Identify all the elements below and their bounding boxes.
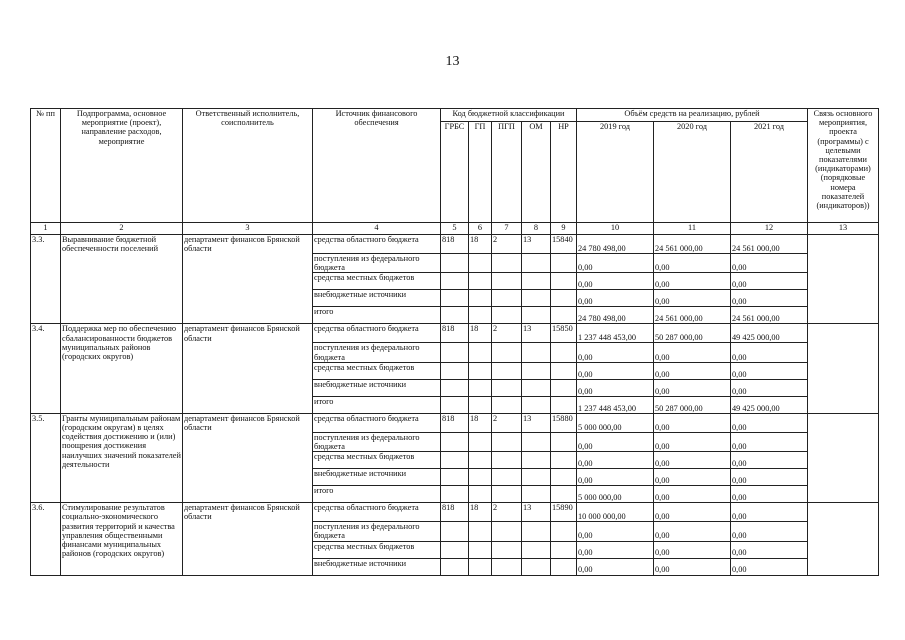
code-nr <box>551 541 577 558</box>
funding-source: внебюджетные источники <box>313 379 441 396</box>
amount-2020: 0,00 <box>654 486 731 503</box>
code-grbs <box>441 541 469 558</box>
amount-2020: 24 561 000,00 <box>654 307 731 324</box>
code-gp <box>469 452 492 469</box>
indicator-link <box>808 413 879 502</box>
code-om <box>522 362 551 379</box>
amount-2021: 0,00 <box>731 362 808 379</box>
item-executor: департамент финансов Брянской области <box>183 235 313 324</box>
code-nr: 15850 <box>551 324 577 343</box>
code-nr <box>551 396 577 413</box>
code-om <box>522 452 551 469</box>
code-nr <box>551 362 577 379</box>
amount-2021: 0,00 <box>731 486 808 503</box>
funding-source: средства местных бюджетов <box>313 541 441 558</box>
header-indicator-link: Связь основного мероприятия, проекта (программы) с целевыми показателями (индикаторами) (порядковые номера показателей (индикаторов)) <box>808 109 879 223</box>
code-grbs <box>441 396 469 413</box>
code-om: 13 <box>522 413 551 432</box>
code-grbs <box>441 469 469 486</box>
amount-2021: 0,00 <box>731 452 808 469</box>
code-grbs <box>441 379 469 396</box>
amount-2019: 1 237 448 453,00 <box>577 324 654 343</box>
header-gp: ГП <box>469 122 492 223</box>
header-grbs: ГРБС <box>441 122 469 223</box>
code-pgp <box>492 307 522 324</box>
column-number: 13 <box>808 223 879 235</box>
code-om <box>522 396 551 413</box>
code-pgp <box>492 290 522 307</box>
code-gp: 18 <box>469 503 492 522</box>
indicator-link <box>808 235 879 324</box>
code-gp <box>469 307 492 324</box>
header-om: ОМ <box>522 122 551 223</box>
code-om <box>522 290 551 307</box>
amount-2020: 0,00 <box>654 343 731 362</box>
amount-2019: 0,00 <box>577 558 654 575</box>
funding-source: средства областного бюджета <box>313 503 441 522</box>
indicator-link <box>808 503 879 575</box>
amount-2021: 0,00 <box>731 541 808 558</box>
amount-2020: 0,00 <box>654 254 731 273</box>
amount-2021: 0,00 <box>731 343 808 362</box>
code-gp <box>469 396 492 413</box>
column-number-row <box>31 223 879 235</box>
code-om: 13 <box>522 324 551 343</box>
code-grbs <box>441 273 469 290</box>
indicator-link <box>808 324 879 413</box>
code-pgp: 2 <box>492 324 522 343</box>
amount-2019: 5 000 000,00 <box>577 413 654 432</box>
code-pgp <box>492 343 522 362</box>
code-nr <box>551 307 577 324</box>
funding-source: поступления из федерального бюджета <box>313 432 441 451</box>
funding-source: средства местных бюджетов <box>313 362 441 379</box>
header-pgp: ПГП <box>492 122 522 223</box>
code-gp <box>469 469 492 486</box>
table-body <box>31 235 879 576</box>
code-grbs <box>441 452 469 469</box>
code-om <box>522 343 551 362</box>
code-pgp <box>492 379 522 396</box>
code-gp <box>469 522 492 541</box>
code-om: 13 <box>522 235 551 254</box>
funding-source: поступления из федерального бюджета <box>313 254 441 273</box>
funding-source: внебюджетные источники <box>313 290 441 307</box>
code-gp: 18 <box>469 235 492 254</box>
code-om <box>522 273 551 290</box>
code-gp <box>469 343 492 362</box>
funding-source: итого <box>313 307 441 324</box>
code-pgp <box>492 273 522 290</box>
amount-2019: 0,00 <box>577 522 654 541</box>
column-number: 2 <box>61 223 183 235</box>
header-nr: НР <box>551 122 577 223</box>
code-grbs <box>441 362 469 379</box>
code-pgp <box>492 396 522 413</box>
funding-source: итого <box>313 486 441 503</box>
amount-2020: 50 287 000,00 <box>654 396 731 413</box>
amount-2019: 0,00 <box>577 273 654 290</box>
code-om <box>522 469 551 486</box>
amount-2019: 10 000 000,00 <box>577 503 654 522</box>
header-budget-classification: Код бюджетной классификации <box>441 109 577 122</box>
column-number: 11 <box>654 223 731 235</box>
code-pgp <box>492 362 522 379</box>
item-number: 3.3. <box>31 235 61 324</box>
funding-source: средства областного бюджета <box>313 235 441 254</box>
item-number: 3.4. <box>31 324 61 413</box>
item-title: Стимулирование результатов социально-экономического развития территорий и качества управления общественными финансами муниципальных районов (городских округов) <box>61 503 183 575</box>
item-title: Поддержка мер по обеспечению сбалансированности бюджетов муниципальных районов (городских округов) <box>61 324 183 413</box>
header-num: № пп <box>31 109 61 223</box>
code-om <box>522 522 551 541</box>
amount-2020: 0,00 <box>654 379 731 396</box>
header-program: Подпрограмма, основное мероприятие (проект), направление расходов, мероприятие <box>61 109 183 223</box>
funding-source: средства местных бюджетов <box>313 452 441 469</box>
code-gp <box>469 362 492 379</box>
item-executor: департамент финансов Брянской области <box>183 503 313 575</box>
amount-2019: 24 780 498,00 <box>577 307 654 324</box>
code-grbs: 818 <box>441 324 469 343</box>
code-nr <box>551 522 577 541</box>
code-om <box>522 541 551 558</box>
funding-source: внебюджетные источники <box>313 558 441 575</box>
amount-2021: 0,00 <box>731 290 808 307</box>
item-number: 3.5. <box>31 413 61 502</box>
code-pgp: 2 <box>492 413 522 432</box>
code-grbs <box>441 432 469 451</box>
item-executor: департамент финансов Брянской области <box>183 324 313 413</box>
code-nr <box>551 558 577 575</box>
code-nr <box>551 290 577 307</box>
amount-2021: 0,00 <box>731 254 808 273</box>
code-grbs <box>441 290 469 307</box>
amount-2020: 0,00 <box>654 362 731 379</box>
code-nr <box>551 452 577 469</box>
amount-2019: 0,00 <box>577 254 654 273</box>
funding-source: средства областного бюджета <box>313 324 441 343</box>
funding-source: поступления из федерального бюджета <box>313 343 441 362</box>
funding-source: средства областного бюджета <box>313 413 441 432</box>
budget-table <box>30 108 879 576</box>
column-number: 1 <box>31 223 61 235</box>
table-row <box>31 413 879 432</box>
code-gp <box>469 379 492 396</box>
funding-source: итого <box>313 396 441 413</box>
code-gp <box>469 432 492 451</box>
amount-2019: 5 000 000,00 <box>577 486 654 503</box>
funding-source: поступления из федерального бюджета <box>313 522 441 541</box>
code-gp <box>469 486 492 503</box>
table-row <box>31 324 879 343</box>
code-pgp <box>492 254 522 273</box>
code-om <box>522 486 551 503</box>
code-om <box>522 379 551 396</box>
header-executor: Ответственный исполнитель, соисполнитель <box>183 109 313 223</box>
column-number: 7 <box>492 223 522 235</box>
amount-2020: 0,00 <box>654 503 731 522</box>
code-gp <box>469 254 492 273</box>
amount-2019: 0,00 <box>577 362 654 379</box>
code-grbs <box>441 307 469 324</box>
code-grbs: 818 <box>441 413 469 432</box>
code-grbs <box>441 522 469 541</box>
code-pgp <box>492 469 522 486</box>
column-number: 9 <box>551 223 577 235</box>
code-nr: 15880 <box>551 413 577 432</box>
code-gp <box>469 290 492 307</box>
code-nr: 15890 <box>551 503 577 522</box>
funding-source: средства местных бюджетов <box>313 273 441 290</box>
amount-2021: 0,00 <box>731 558 808 575</box>
amount-2021: 0,00 <box>731 413 808 432</box>
amount-2020: 0,00 <box>654 432 731 451</box>
amount-2021: 0,00 <box>731 432 808 451</box>
column-number: 3 <box>183 223 313 235</box>
item-title: Гранты муниципальным районам (городским округам) в целях содействия достижению и (или) поощрения достижения наилучших значений показателей деятельности <box>61 413 183 502</box>
amount-2021: 0,00 <box>731 522 808 541</box>
amount-2019: 0,00 <box>577 452 654 469</box>
amount-2020: 0,00 <box>654 469 731 486</box>
amount-2021: 49 425 000,00 <box>731 396 808 413</box>
column-number: 4 <box>313 223 441 235</box>
amount-2019: 1 237 448 453,00 <box>577 396 654 413</box>
column-number: 8 <box>522 223 551 235</box>
page-number: 13 <box>445 54 460 69</box>
code-gp: 18 <box>469 324 492 343</box>
code-gp <box>469 558 492 575</box>
item-title: Выравнивание бюджетной обеспеченности поселений <box>61 235 183 324</box>
code-grbs <box>441 343 469 362</box>
amount-2019: 24 780 498,00 <box>577 235 654 254</box>
code-pgp <box>492 541 522 558</box>
code-nr <box>551 254 577 273</box>
amount-2021: 24 561 000,00 <box>731 307 808 324</box>
header-year-2020: 2020 год <box>654 122 731 223</box>
amount-2020: 0,00 <box>654 558 731 575</box>
code-grbs <box>441 486 469 503</box>
amount-2020: 50 287 000,00 <box>654 324 731 343</box>
code-nr <box>551 432 577 451</box>
code-gp <box>469 273 492 290</box>
code-gp: 18 <box>469 413 492 432</box>
header-volume: Объём средств на реализацию, рублей <box>577 109 808 122</box>
code-pgp <box>492 432 522 451</box>
header-source: Источник финансового обеспечения <box>313 109 441 223</box>
code-om: 13 <box>522 503 551 522</box>
column-number: 5 <box>441 223 469 235</box>
amount-2021: 0,00 <box>731 273 808 290</box>
code-om <box>522 254 551 273</box>
table-row <box>31 235 879 254</box>
code-pgp <box>492 486 522 503</box>
code-grbs <box>441 254 469 273</box>
code-nr <box>551 273 577 290</box>
amount-2021: 0,00 <box>731 469 808 486</box>
amount-2021: 0,00 <box>731 503 808 522</box>
amount-2019: 0,00 <box>577 432 654 451</box>
funding-source: внебюджетные источники <box>313 469 441 486</box>
code-nr <box>551 486 577 503</box>
code-nr <box>551 343 577 362</box>
code-nr <box>551 379 577 396</box>
column-number: 10 <box>577 223 654 235</box>
table-row <box>31 503 879 522</box>
header-year-2021: 2021 год <box>731 122 808 223</box>
amount-2019: 0,00 <box>577 469 654 486</box>
code-om <box>522 558 551 575</box>
code-pgp <box>492 452 522 469</box>
amount-2020: 0,00 <box>654 452 731 469</box>
code-pgp <box>492 558 522 575</box>
code-grbs <box>441 558 469 575</box>
amount-2021: 49 425 000,00 <box>731 324 808 343</box>
amount-2021: 0,00 <box>731 379 808 396</box>
code-nr: 15840 <box>551 235 577 254</box>
code-pgp: 2 <box>492 503 522 522</box>
code-pgp <box>492 522 522 541</box>
code-om <box>522 307 551 324</box>
amount-2019: 0,00 <box>577 343 654 362</box>
amount-2020: 24 561 000,00 <box>654 235 731 254</box>
amount-2019: 0,00 <box>577 379 654 396</box>
amount-2020: 0,00 <box>654 413 731 432</box>
code-grbs: 818 <box>441 503 469 522</box>
amount-2019: 0,00 <box>577 541 654 558</box>
code-grbs: 818 <box>441 235 469 254</box>
item-number: 3.6. <box>31 503 61 575</box>
amount-2020: 0,00 <box>654 522 731 541</box>
amount-2020: 0,00 <box>654 541 731 558</box>
amount-2020: 0,00 <box>654 273 731 290</box>
code-gp <box>469 541 492 558</box>
amount-2021: 24 561 000,00 <box>731 235 808 254</box>
column-number: 12 <box>731 223 808 235</box>
amount-2019: 0,00 <box>577 290 654 307</box>
header-year-2019: 2019 год <box>577 122 654 223</box>
item-executor: департамент финансов Брянской области <box>183 413 313 502</box>
code-om <box>522 432 551 451</box>
code-pgp: 2 <box>492 235 522 254</box>
amount-2020: 0,00 <box>654 290 731 307</box>
column-number: 6 <box>469 223 492 235</box>
code-nr <box>551 469 577 486</box>
